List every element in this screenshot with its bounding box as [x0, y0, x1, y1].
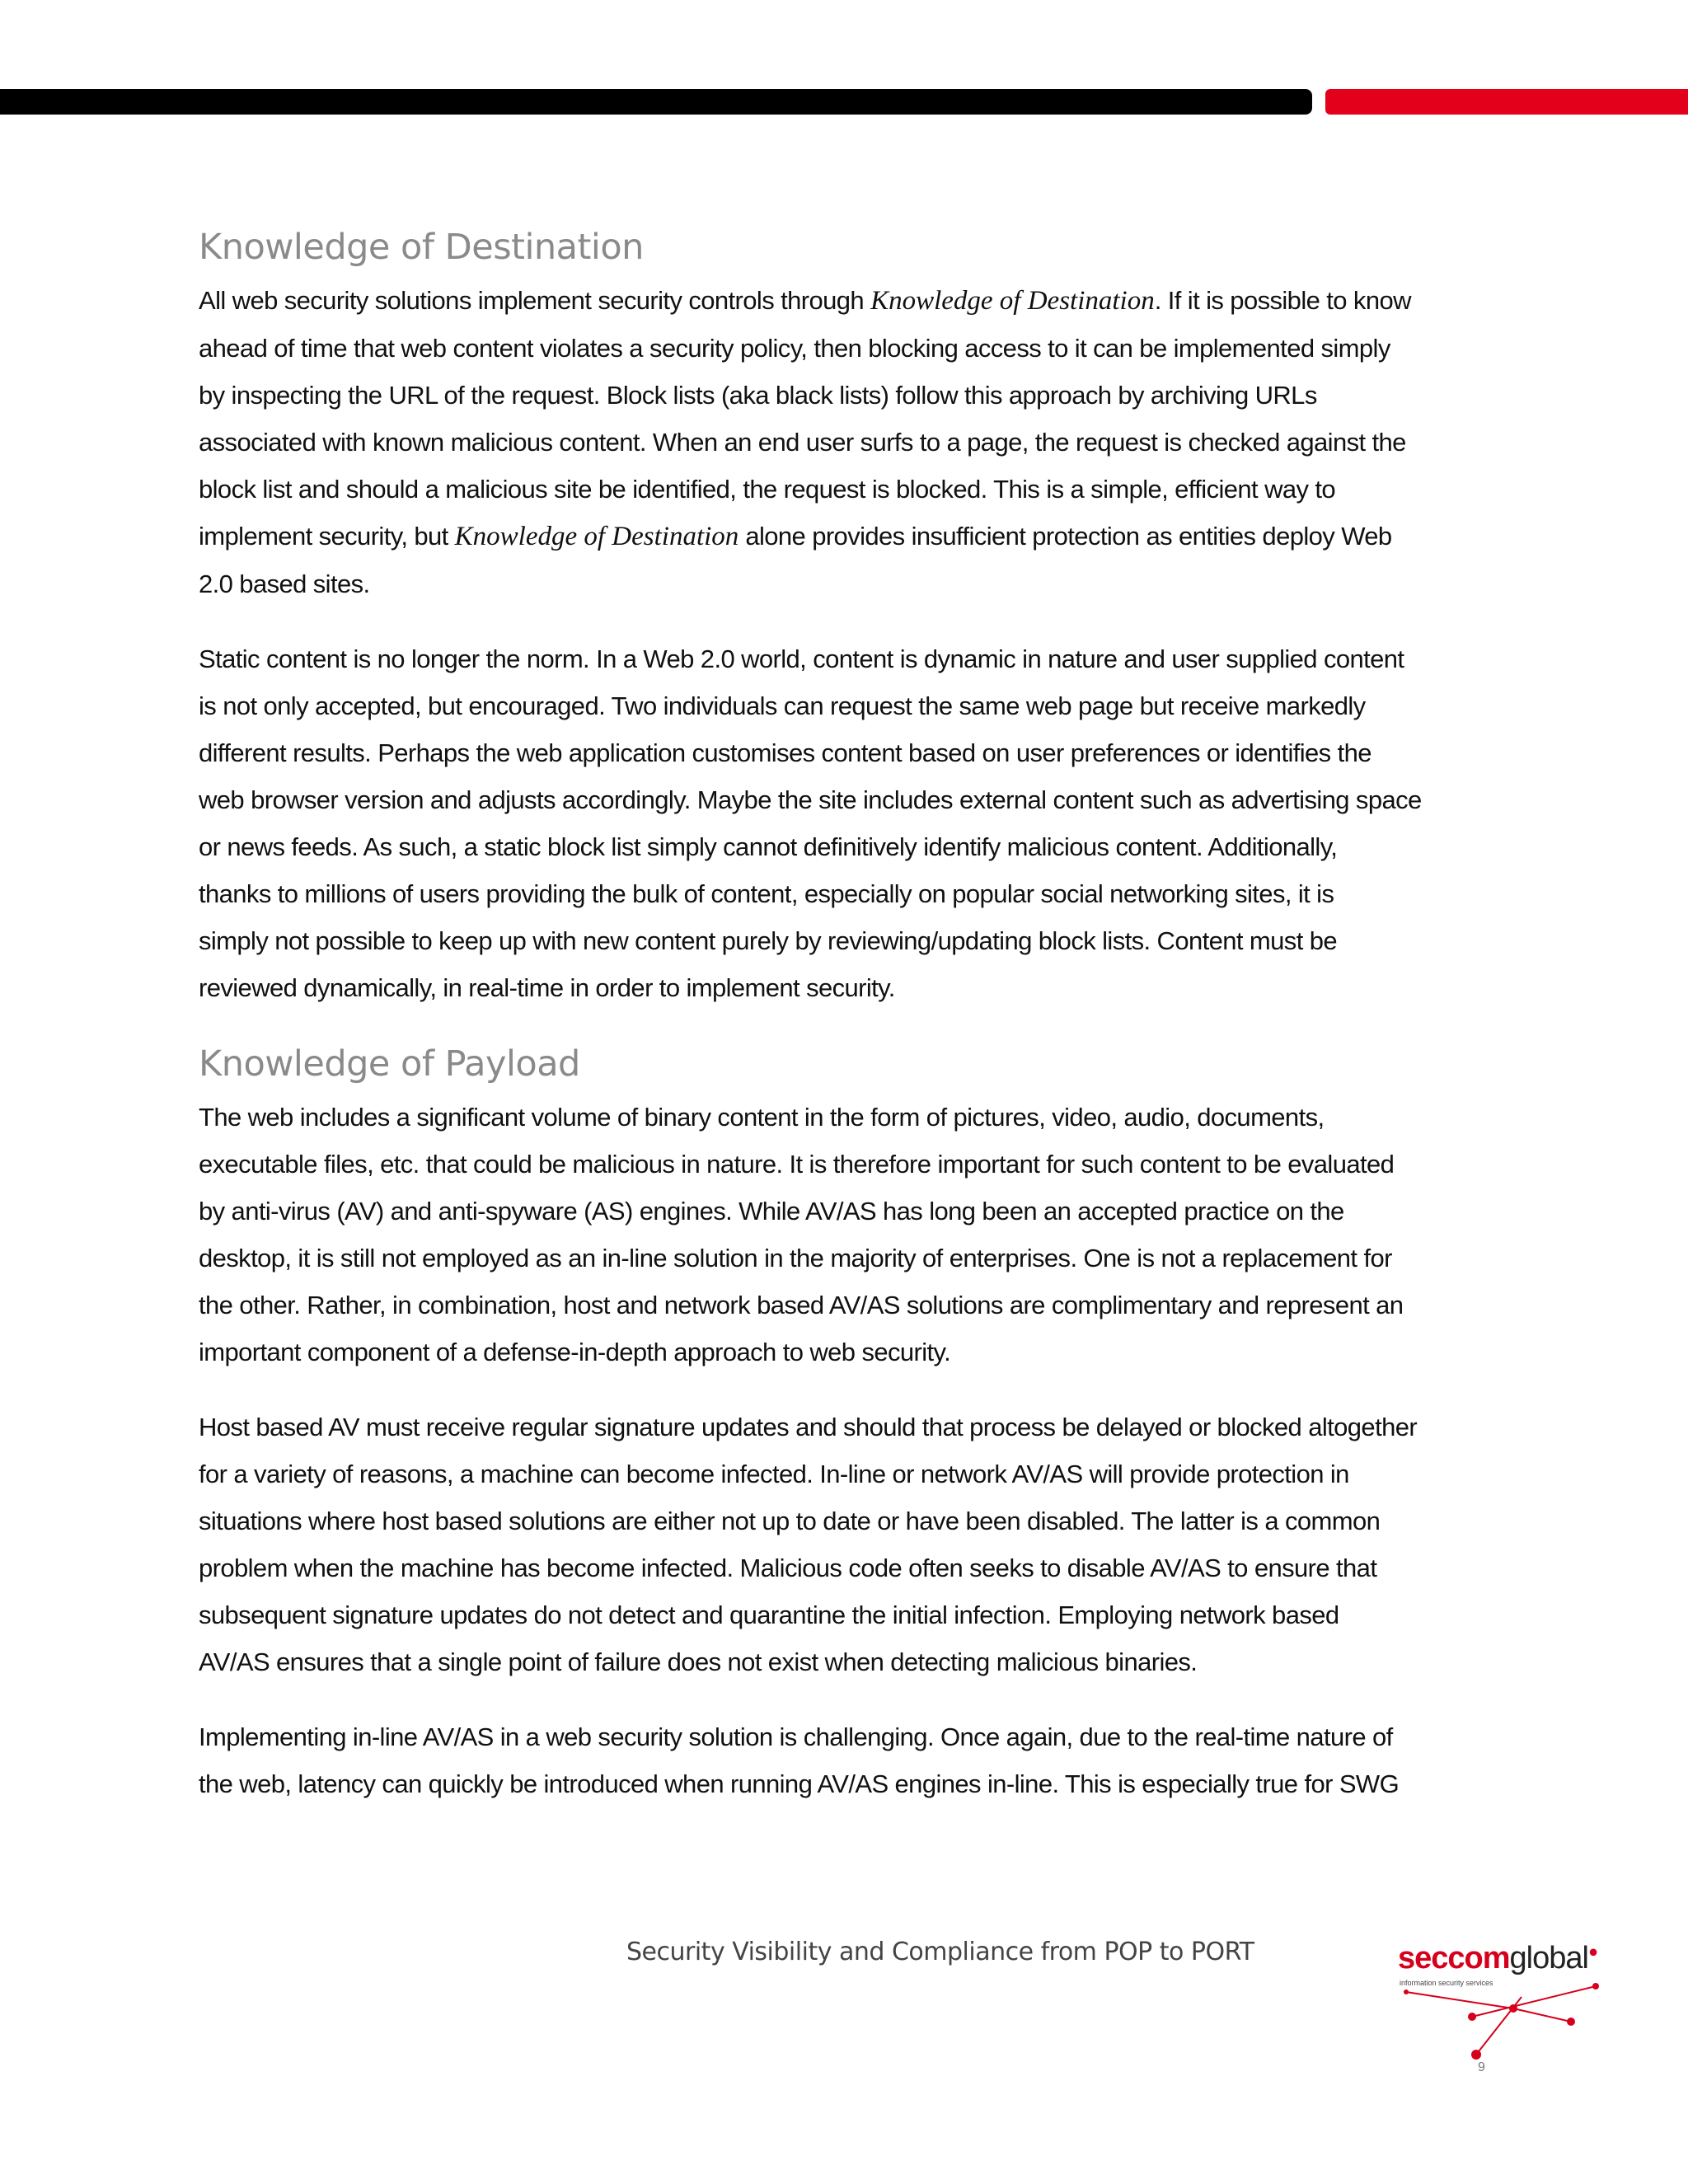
paragraph-line — [199, 870, 1501, 917]
paragraph-line — [199, 1451, 1501, 1497]
text-run: AV/AS ensures that a single point of failure does not exist when detecting malicious binaries. — [199, 1647, 1198, 1676]
paragraph-line — [199, 1544, 1501, 1591]
text-run: or news feeds. As such, a static block list simply cannot definitively identify malicious content. Additionally, — [199, 832, 1338, 861]
text-run: associated with known malicious content. When an end user surfs to a page, the request is checked against the — [199, 428, 1406, 457]
logo-wordmark — [1398, 1941, 1597, 1976]
logo-wordmark-red: seccom — [1398, 1941, 1510, 1975]
text-run: reviewed dynamically, in real-time in order to implement security. — [199, 973, 895, 1002]
logo-subtitle: information security services — [1400, 1979, 1493, 1987]
text-run: block list and should a malicious site be identified, the request is blocked. This is a simple, efficient way to — [199, 475, 1336, 504]
text-run: Implementing in-line AV/AS in a web security solution is challenging. Once again, due to the real-time nature of — [199, 1722, 1393, 1751]
paragraph-line — [199, 1591, 1501, 1638]
paragraph — [199, 1713, 1501, 1807]
text-run: thanks to millions of users providing the bulk of content, especially on popular social networking sites, it is — [199, 879, 1334, 908]
paragraph-line — [199, 1329, 1501, 1376]
header-bar-red — [1325, 89, 1688, 115]
text-run: the web, latency can quickly be introduced when running AV/AS engines in-line. This is especially true for SWG — [199, 1769, 1400, 1798]
text-run: 2.0 based sites. — [199, 569, 370, 598]
section-heading: Knowledge of Destination — [199, 227, 644, 268]
paragraph-line — [199, 325, 1501, 372]
paragraph-line — [199, 682, 1501, 729]
paragraph-line — [199, 1235, 1501, 1282]
text-run: Static content is no longer the norm. In a Web 2.0 world, content is dynamic in nature and user supplied content — [199, 644, 1404, 673]
paragraph-line — [199, 1713, 1501, 1760]
logo-wordmark-dark: global — [1509, 1941, 1588, 1975]
paragraph-line — [199, 419, 1501, 466]
paragraph-line — [199, 1282, 1501, 1329]
text-run: The web includes a significant volume of binary content in the form of pictures, video, audio, documents, — [199, 1103, 1325, 1132]
text-run: subsequent signature updates do not detect and quarantine the initial infection. Employing network based — [199, 1601, 1339, 1629]
paragraph-line — [199, 729, 1501, 776]
paragraph-line — [199, 560, 1501, 607]
text-run: simply not possible to keep up with new content purely by reviewing/updating block lists. Content must be — [199, 926, 1337, 955]
footer-tagline: Security Visibility and Compliance from POP to PORT — [626, 1938, 1254, 1966]
text-run: ahead of time that web content violates a security policy, then blocking access to it can be implemented simply — [199, 334, 1390, 363]
text-run: different results. Perhaps the web application customises content based on user preferences or identifies the — [199, 738, 1372, 767]
text-run: implement security, but — [199, 522, 455, 551]
text-run: problem when the machine has become infected. Malicious code often seeks to disable AV/AS to ensure that — [199, 1554, 1377, 1582]
seccomglobal-logo — [1398, 1941, 1620, 2056]
paragraph-line — [199, 1141, 1501, 1188]
text-run: by inspecting the URL of the request. Block lists (aka black lists) follow this approach by archiving URLs — [199, 381, 1317, 410]
text-run: important component of a defense-in-depth approach to web security. — [199, 1338, 951, 1366]
text-run: executable files, etc. that could be malicious in nature. It is therefore important for such content to be evaluated — [199, 1150, 1395, 1179]
paragraph-line — [199, 823, 1501, 870]
text-run: web browser version and adjusts accordingly. Maybe the site includes external content such as advertising space — [199, 785, 1422, 814]
text-run: alone provides insufficient protection as entities deploy Web — [738, 522, 1392, 551]
text-run: situations where host based solutions are either not up to date or have been disabled. The latter is a common — [199, 1507, 1381, 1535]
paragraph-line — [199, 1638, 1501, 1685]
paragraph — [199, 1404, 1501, 1685]
text-run: Host based AV must receive regular signature updates and should that process be delayed or blocked altogether — [199, 1413, 1418, 1441]
page-number: 9 — [1478, 2060, 1485, 2074]
paragraph-line — [199, 466, 1501, 513]
text-run: the other. Rather, in combination, host and network based AV/AS solutions are complimentary and represent an — [199, 1291, 1404, 1319]
paragraph-line — [199, 776, 1501, 823]
section-heading: Knowledge of Payload — [199, 1043, 580, 1085]
header-bar-black — [0, 89, 1312, 115]
paragraph-line — [199, 1188, 1501, 1235]
emphasized-term: Knowledge of Destination — [454, 522, 739, 551]
text-run: . If it is possible to know — [1154, 286, 1411, 315]
text-run: is not only accepted, but encouraged. Two individuals can request the same web page but receive markedly — [199, 691, 1366, 720]
paragraph — [199, 277, 1501, 607]
paragraph-line — [199, 1497, 1501, 1544]
text-run: desktop, it is still not employed as an in-line solution in the majority of enterprises. One is not a replacement for — [199, 1244, 1392, 1272]
paragraph-line — [199, 1760, 1501, 1807]
text-run: All web security solutions implement security controls through — [199, 286, 871, 315]
paragraph-line — [199, 1404, 1501, 1451]
text-run: for a variety of reasons, a machine can become infected. In-line or network AV/AS will provide protection in — [199, 1460, 1349, 1488]
text-run: by anti-virus (AV) and anti-spyware (AS) engines. While AV/AS has long been an accepted practice on the — [199, 1197, 1344, 1226]
paragraph-line — [199, 964, 1501, 1011]
paragraph — [199, 1094, 1501, 1376]
paragraph-line — [199, 1094, 1501, 1141]
emphasized-term: Knowledge of Destination — [870, 286, 1155, 316]
paragraph-line — [199, 277, 1501, 325]
paragraph-line — [199, 513, 1501, 560]
paragraph-line — [199, 635, 1501, 682]
paragraph-line — [199, 372, 1501, 419]
logo-dot-icon: ● — [1587, 1943, 1598, 1961]
document-body — [199, 223, 1501, 1835]
paragraph — [199, 635, 1501, 1011]
logo-network-icon — [1398, 1982, 1620, 2060]
paragraph-line — [199, 917, 1501, 964]
